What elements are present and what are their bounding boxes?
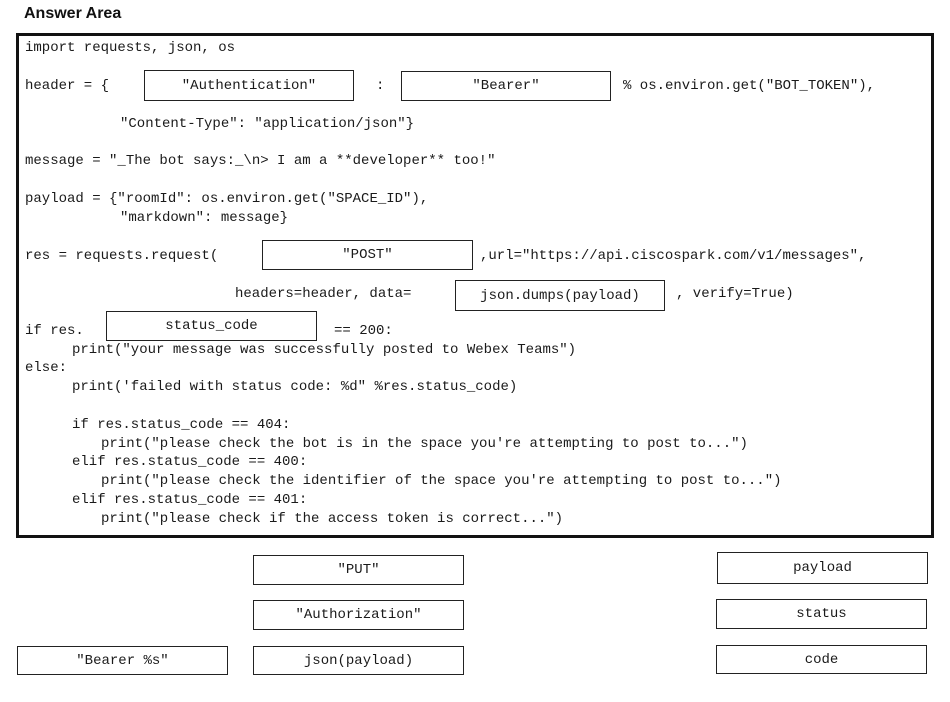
code-line-if-prefix: if res. xyxy=(25,323,84,339)
slot-header-value[interactable]: "Bearer" xyxy=(401,71,611,101)
slot-header-key[interactable]: "Authentication" xyxy=(144,70,354,101)
code-line-header-suffix: % os.environ.get("BOT_TOKEN"), xyxy=(623,78,876,94)
code-line-else: else: xyxy=(25,360,68,376)
code-line-if-suffix: == 200: xyxy=(334,323,393,339)
code-line-elif-401: elif res.status_code == 401: xyxy=(72,492,308,508)
code-line-message: message = "_The bot says:_\n> I am a **developer** too!" xyxy=(25,153,496,169)
slot-attribute[interactable]: status_code xyxy=(106,311,317,341)
code-line-content-type: "Content-Type": "application/json"} xyxy=(120,116,415,132)
code-header-colon: : xyxy=(376,78,385,94)
slot-method[interactable]: "POST" xyxy=(262,240,473,270)
option-json-payload[interactable]: json(payload) xyxy=(253,646,464,675)
code-line-markdown: "markdown": message} xyxy=(120,210,289,226)
answer-area-title: Answer Area xyxy=(24,5,122,22)
code-line-request-suffix: ,url="https://api.ciscospark.com/v1/messages", xyxy=(480,248,867,264)
code-line-print-401: print("please check if the access token is correct...") xyxy=(101,511,564,527)
code-line-header-prefix: header = { xyxy=(25,78,110,94)
code-line-headers-prefix: headers=header, data= xyxy=(235,286,412,302)
code-line-elif-400: elif res.status_code == 400: xyxy=(72,454,308,470)
option-authorization[interactable]: "Authorization" xyxy=(253,600,464,630)
code-line-payload: payload = {"roomId": os.environ.get("SPACE_ID"), xyxy=(25,191,429,207)
code-line-print-success: print("your message was successfully posted to Webex Teams") xyxy=(72,342,577,358)
option-bearer-s[interactable]: "Bearer %s" xyxy=(17,646,228,675)
code-line-request-prefix: res = requests.request( xyxy=(25,248,219,264)
code-line-if-404: if res.status_code == 404: xyxy=(72,417,291,433)
slot-data[interactable]: json.dumps(payload) xyxy=(455,280,665,311)
code-line-print-400: print("please check the identifier of the space you're attempting to post to...") xyxy=(101,473,782,489)
code-line-headers-suffix: , verify=True) xyxy=(676,286,794,302)
option-status[interactable]: status xyxy=(716,599,927,629)
code-line-import: import requests, json, os xyxy=(25,40,236,56)
code-line-print-404: print("please check the bot is in the space you're attempting to post to...") xyxy=(101,436,748,452)
code-line-print-failed: print('failed with status code: %d" %res.status_code) xyxy=(72,379,518,395)
option-payload[interactable]: payload xyxy=(717,552,928,584)
option-put[interactable]: "PUT" xyxy=(253,555,464,585)
option-code[interactable]: code xyxy=(716,645,927,674)
